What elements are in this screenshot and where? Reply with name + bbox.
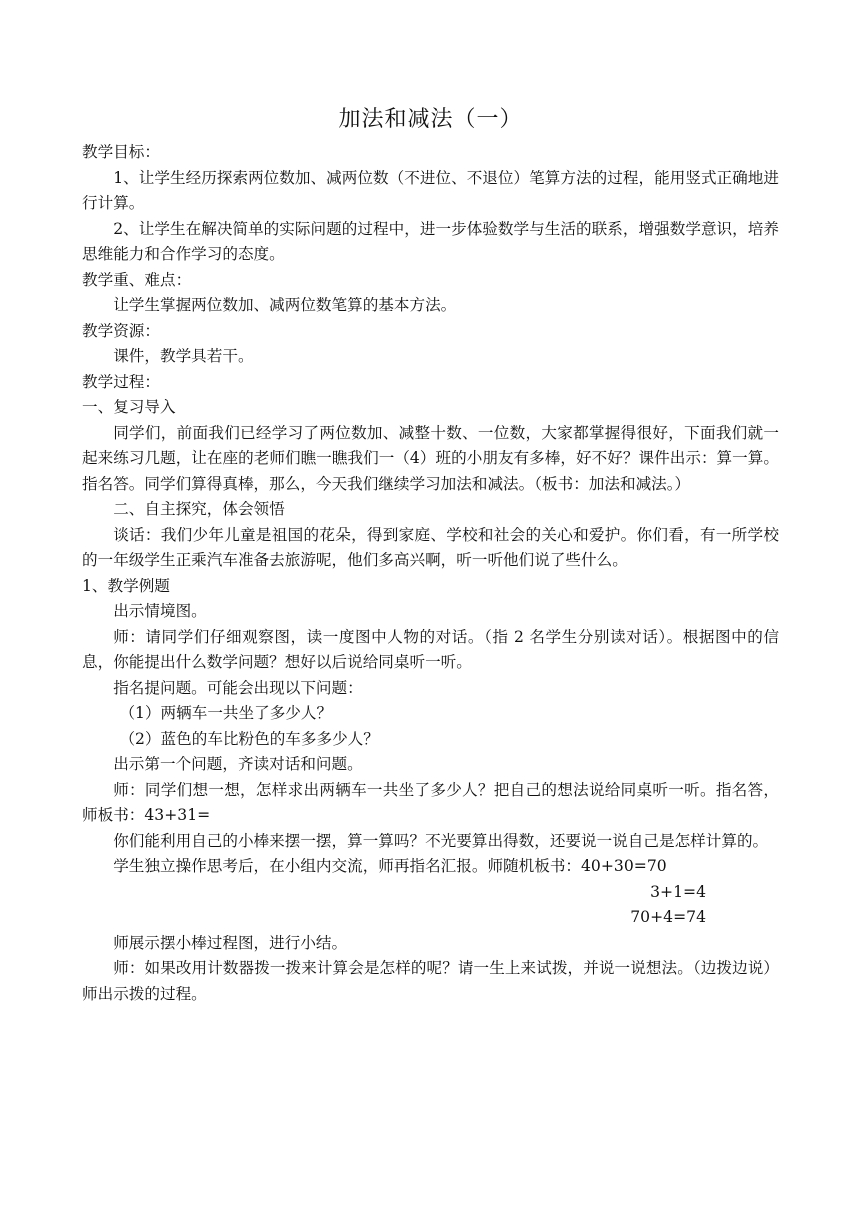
example-paragraph-6: 你们能利用自己的小棒来摆一摆，算一算吗？不光要算出得数，还要说一说自己是怎样计算的。 xyxy=(113,831,769,850)
section-1-paragraph: 同学们，前面我们已经学习了两位数加、减整十数、一位数，大家都掌握得很好，下面我们就一起来练习几题，让在座的老师们瞧一瞧我们一（4）班的小朋友有多棒，好不好？课件出示：算一算。指名答。同学们算得真棒，那么，今天我们继续学习加法和减法。（板书：加法和减法。） xyxy=(82,423,779,493)
goal-1: 1、让学生经历探索两位数加、减两位数（不进位、不退位）笔算方法的过程，能用竖式正确地进行计算。 xyxy=(82,168,779,212)
resources-1: 课件，教学具若干。 xyxy=(113,347,254,365)
section-2-paragraph: 谈话：我们少年儿童是祖国的花朵，得到家庭、学校和社会的关心和爱护。你们看，有一所学校的一年级学生正乘汽车准备去旅游呢，他们多高兴啊，听一听他们说了些什么。 xyxy=(82,525,779,569)
calculation-3: 70+4=74 xyxy=(630,908,706,926)
section-2-heading: 二、自主探究，体会领悟 xyxy=(113,500,285,518)
question-2: （2）蓝色的车比粉色的车多多少人？ xyxy=(119,729,379,748)
example-paragraph-1: 出示情境图。 xyxy=(113,602,207,620)
section-1-heading: 一、复习导入 xyxy=(82,398,176,416)
example-paragraph-3: 指名提问题。可能会出现以下问题： xyxy=(113,678,363,697)
example-paragraph-2: 师：请同学们仔细观察图，读一度图中人物的对话。（指 2 名学生分别读对话）。根据图中的信息，你能提出什么数学问题？想好以后说给同桌听一听。 xyxy=(82,627,779,671)
question-1: （1）两辆车一共坐了多少人？ xyxy=(119,704,333,722)
heading-resources: 教学资源： xyxy=(82,321,160,340)
calculation-1: 40+30=70 xyxy=(581,857,667,875)
example-paragraph-7-text: 学生独立操作思考后，在小组内交流，师再指名汇报。师随机板书： xyxy=(113,857,582,875)
example-paragraph-9: 师：如果改用计数器拨一拨来计算会是怎样的呢？请一生上来试拨，并说一说想法。（边拨边说）师出示拨的过程。 xyxy=(82,959,779,1003)
key-point-1: 让学生掌握两位数加、减两位数笔算的基本方法。 xyxy=(113,296,457,314)
heading-process: 教学过程： xyxy=(82,372,160,391)
example-paragraph-4: 出示第一个问题，齐读对话和问题。 xyxy=(113,755,363,773)
example-heading: 1、教学例题 xyxy=(82,576,170,595)
example-paragraph-8: 师展示摆小棒过程图，进行小结。 xyxy=(113,933,348,952)
heading-key-points: 教学重、难点： xyxy=(82,270,192,289)
calculation-2: 3+1=4 xyxy=(650,882,706,901)
heading-teaching-goals: 教学目标： xyxy=(82,143,160,161)
example-paragraph-5: 师：同学们想一想，怎样求出两辆车一共坐了多少人？把自己的想法说给同桌听一听。指名答，师板书：43+31= xyxy=(82,780,779,824)
document-page xyxy=(82,100,779,1007)
example-paragraph-7 xyxy=(82,854,779,880)
document-title: 加法和减法（一） xyxy=(338,107,523,132)
goal-2: 2、让学生在解决简单的实际问题的过程中，进一步体验数学与生活的联系，增强数学意识，培养思维能力和合作学习的态度。 xyxy=(82,219,779,263)
